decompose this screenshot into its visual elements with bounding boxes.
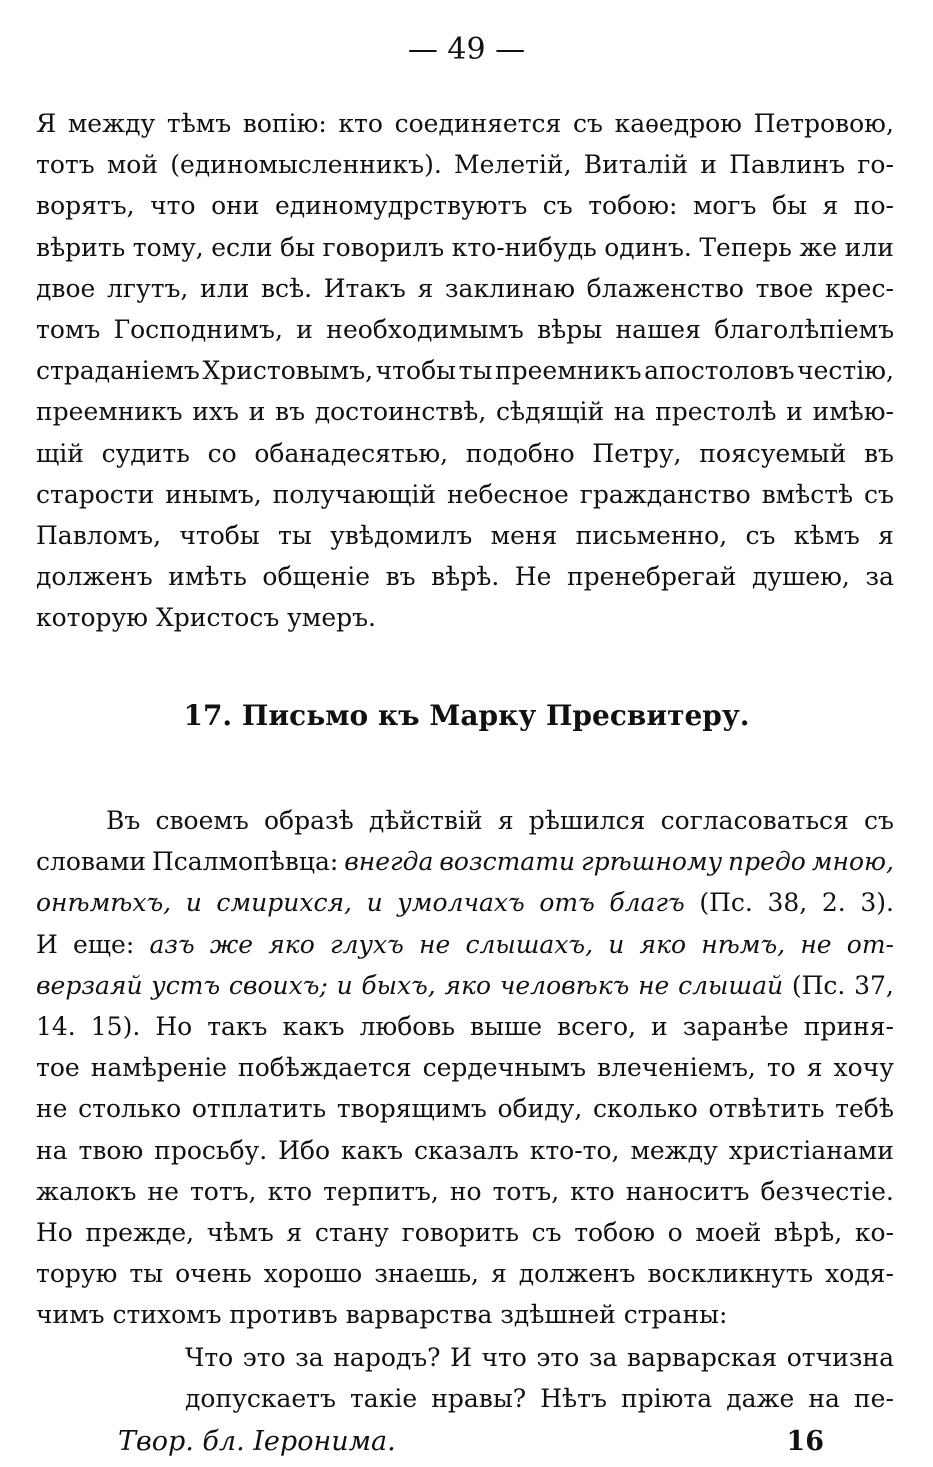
word: глухъ	[329, 929, 404, 959]
word: имѣть	[168, 562, 247, 592]
word: сколько	[592, 1094, 698, 1124]
word: вѣрѣ.	[431, 562, 500, 592]
word: и	[786, 397, 803, 427]
word: между	[630, 1135, 718, 1165]
section-heading: 17. Письмо къ Марку Пресвитеру.	[183, 699, 750, 732]
word: даже	[726, 1384, 795, 1414]
word: Павлинъ	[729, 150, 846, 180]
word: инымъ,	[165, 479, 262, 509]
word: Ибо	[278, 1135, 331, 1165]
text-line	[36, 474, 894, 515]
word: между	[67, 109, 156, 138]
word: говорилъ	[322, 232, 445, 262]
word: же	[209, 929, 254, 959]
text-line	[36, 1006, 894, 1047]
word: мною,	[811, 847, 894, 877]
word: страданіемъ	[36, 356, 200, 386]
word: еще:	[73, 929, 135, 959]
text-line	[36, 268, 894, 309]
word: долженъ	[518, 1259, 636, 1289]
verse-quote	[185, 1337, 894, 1419]
word: предо	[728, 847, 806, 877]
word: Петровою,	[753, 109, 894, 138]
word: яко	[444, 970, 492, 1000]
word: (Пс.	[699, 888, 753, 918]
word: Я	[36, 109, 57, 138]
word: азъ	[149, 929, 195, 959]
word: заклинаю	[444, 273, 575, 303]
word: я	[806, 1053, 823, 1083]
word: съ	[531, 1217, 562, 1247]
word: нашея	[615, 314, 701, 344]
word: 14.	[36, 1011, 76, 1041]
word: яко	[639, 929, 687, 959]
word: я	[878, 520, 894, 550]
word: вѣры	[537, 314, 603, 344]
text-line	[36, 185, 894, 226]
word: образѣ	[263, 806, 354, 835]
word: кто-нибудь	[451, 232, 597, 262]
word: блаженство	[586, 273, 744, 303]
word: и	[248, 397, 266, 427]
word: грѣшному	[580, 847, 723, 877]
word: я	[497, 806, 514, 835]
word: торую	[36, 1259, 118, 1289]
word: ты	[278, 520, 312, 550]
word: но	[449, 1176, 482, 1206]
word: любовь	[359, 1011, 455, 1041]
text-line	[36, 1130, 894, 1171]
signature-mark: 16	[786, 1426, 824, 1457]
word: допускаетъ	[185, 1384, 336, 1414]
word: тобою	[574, 1217, 655, 1247]
word: Псалмопѣвца:	[151, 847, 339, 877]
word: каѳедрою	[614, 109, 742, 138]
word: или	[844, 232, 894, 262]
word: нравы?	[431, 1384, 527, 1414]
word: и	[366, 888, 383, 918]
word: 37,	[854, 970, 894, 1000]
word: твое	[755, 273, 814, 303]
text-line	[36, 309, 894, 350]
word: гражданство	[579, 479, 751, 509]
word: преемникъ	[36, 397, 183, 427]
word: вѣрить	[36, 232, 126, 262]
text-line	[36, 227, 894, 268]
word: вѣрѣ,	[773, 1217, 843, 1247]
word: Господнимъ,	[113, 314, 283, 344]
word: кто-то,	[529, 1135, 620, 1165]
word: въ	[863, 438, 894, 468]
text-line	[36, 103, 894, 144]
word: могъ	[692, 191, 757, 221]
word: старости	[36, 479, 155, 509]
word: 3).	[860, 888, 894, 918]
word: благолѣпіемъ	[714, 314, 894, 344]
word: общеніе	[262, 562, 371, 592]
word: Петру,	[592, 438, 682, 468]
word: тотъ,	[189, 1176, 257, 1206]
word: побѣждается	[238, 1053, 412, 1083]
word: съ	[542, 191, 573, 221]
word: Виталій	[583, 150, 689, 180]
word: въ	[275, 397, 305, 427]
text-line: чимъ стихомъ противъ варварства здѣшней страны:	[36, 1300, 728, 1330]
word: человѣкъ	[499, 970, 630, 1000]
word: своемъ	[155, 806, 249, 835]
text-line	[36, 1171, 894, 1212]
word: ходя-	[825, 1259, 894, 1289]
word: пріюта	[620, 1384, 713, 1414]
word: то	[766, 1053, 796, 1083]
word: какъ	[282, 1011, 345, 1041]
word: христіанами	[728, 1135, 894, 1165]
word: что	[150, 191, 196, 221]
word: на	[36, 1135, 68, 1165]
word: не	[800, 929, 832, 959]
word: варварская	[626, 1343, 778, 1372]
word: тебѣ	[835, 1094, 894, 1124]
word: и	[700, 150, 717, 180]
word: пренебрегай	[566, 562, 737, 592]
text-line	[36, 556, 894, 597]
word: го-	[857, 150, 894, 180]
word: быхъ,	[361, 970, 436, 1000]
text-line	[36, 1253, 894, 1294]
word: сказалъ	[413, 1135, 519, 1165]
word: ты	[129, 1259, 164, 1289]
word: они	[211, 191, 260, 221]
text-line	[36, 1047, 894, 1088]
word: преемникъ	[494, 356, 642, 386]
word: пе-	[854, 1384, 894, 1414]
word: двое	[36, 273, 96, 303]
word: такъ	[207, 1011, 268, 1041]
word: соединяется	[394, 109, 562, 138]
text-line	[36, 841, 894, 882]
word: Что	[185, 1343, 234, 1372]
word: яко	[268, 929, 315, 959]
word: не	[419, 929, 451, 959]
word: апостоловъ	[644, 356, 795, 386]
word: Христовымъ,	[202, 356, 374, 386]
word: за	[865, 562, 894, 592]
word: чѣмъ	[206, 1217, 274, 1247]
paragraph-1	[36, 103, 894, 638]
text-line: которую Христосъ умеръ.	[36, 603, 376, 633]
word: 2.	[821, 888, 846, 918]
word: обиду,	[497, 1094, 583, 1124]
word: терпитъ,	[323, 1176, 439, 1206]
verse-line	[185, 1378, 894, 1419]
word: словами	[36, 847, 147, 877]
word: обанадесятью,	[254, 438, 449, 468]
word: необходимымъ	[326, 314, 524, 344]
word: тому,	[132, 232, 204, 262]
word: лгутъ,	[107, 273, 189, 303]
page-number: — 49 —	[407, 32, 526, 67]
word: въ	[385, 562, 416, 592]
word: чтобы	[375, 356, 457, 386]
word: не	[638, 970, 670, 1000]
word: небесное	[447, 479, 569, 509]
word: от-	[846, 929, 894, 959]
word: не	[36, 1094, 68, 1124]
word: это	[536, 1343, 580, 1372]
word: мой	[106, 150, 159, 180]
word: и	[336, 970, 353, 1000]
word: о	[667, 1217, 683, 1247]
word: ты	[458, 356, 493, 386]
word: я	[417, 273, 434, 303]
word: душею,	[751, 562, 850, 592]
word: тотъ	[36, 150, 95, 180]
word: и	[185, 888, 202, 918]
word: Но	[36, 1217, 73, 1247]
word: благъ	[609, 888, 685, 918]
word: тобою:	[588, 191, 678, 221]
word: очень	[175, 1259, 252, 1289]
word: имѣю-	[812, 397, 894, 427]
word: единомудрствуютъ	[275, 191, 528, 221]
word: на	[613, 397, 646, 427]
word: съ	[864, 806, 894, 835]
word: тотъ,	[492, 1176, 560, 1206]
word: сердечнымъ	[422, 1053, 587, 1083]
word: дѣйствій	[368, 806, 483, 835]
word: бы	[280, 232, 315, 262]
word: стану	[314, 1217, 389, 1247]
word: ко-	[854, 1217, 894, 1247]
word: я	[491, 1259, 507, 1289]
word: согласоваться	[660, 806, 849, 835]
word: И	[450, 1343, 472, 1372]
word: наноситъ	[625, 1176, 750, 1206]
word: просьбу.	[154, 1135, 268, 1165]
word: кто	[570, 1176, 615, 1206]
word: престолѣ	[655, 397, 777, 427]
word: устъ	[151, 970, 221, 1000]
word: одинъ.	[604, 232, 692, 262]
word: отъ	[539, 888, 595, 918]
word: влеченіемъ,	[597, 1053, 756, 1083]
word: столько	[78, 1094, 182, 1124]
word: томъ	[36, 314, 101, 344]
word: я	[822, 191, 839, 221]
word: смирихся,	[216, 888, 352, 918]
word: по-	[853, 191, 894, 221]
text-line	[36, 1088, 894, 1129]
word: своихъ;	[228, 970, 328, 1000]
word: творящимъ	[336, 1094, 487, 1124]
word: честію,	[797, 356, 894, 386]
word: и	[608, 929, 625, 959]
text-line	[36, 391, 894, 432]
footer-book-title: Твор. бл. Іеронима.	[118, 1426, 396, 1457]
word: крес-	[825, 273, 894, 303]
text-line	[36, 350, 894, 391]
word: отчизна	[786, 1343, 894, 1372]
word: (Пс.	[791, 970, 846, 1000]
word: это	[242, 1343, 286, 1372]
word: прежде,	[85, 1217, 195, 1247]
word: и	[296, 314, 313, 344]
word: всего,	[557, 1011, 637, 1041]
word: слышахъ,	[465, 929, 594, 959]
word: хочу	[833, 1053, 894, 1083]
word: сѣдящій	[496, 397, 605, 427]
word: съ	[864, 479, 894, 509]
word: вопію:	[242, 109, 327, 138]
word: народъ?	[333, 1343, 441, 1372]
word: возстати	[439, 847, 576, 877]
word: Но	[155, 1011, 193, 1041]
word: безчестіе.	[760, 1176, 894, 1206]
word: Итакъ	[323, 273, 406, 303]
text-line	[36, 144, 894, 185]
word: же	[799, 232, 838, 262]
page-footer	[118, 1422, 824, 1462]
word: если	[211, 232, 273, 262]
word: ихъ	[192, 397, 239, 427]
word: рѣшился	[528, 806, 646, 835]
word: умолчахъ	[397, 888, 525, 918]
word: нѣмъ,	[701, 929, 786, 959]
word: намѣреніе	[90, 1053, 228, 1083]
word: приня-	[803, 1011, 894, 1041]
word: кѣмъ	[793, 520, 860, 550]
word: всѣ.	[260, 273, 313, 303]
verse-line	[185, 1337, 894, 1378]
word: щій	[36, 438, 84, 468]
word: такіе	[349, 1384, 418, 1414]
word: воскликнуть	[647, 1259, 814, 1289]
text-line	[36, 433, 894, 474]
word: отвѣтить	[708, 1094, 825, 1124]
word: Въ	[106, 806, 141, 835]
word: достоинствѣ,	[314, 397, 487, 427]
word: заранѣе	[682, 1011, 789, 1041]
word: хорошо	[263, 1259, 363, 1289]
word: 15).	[90, 1011, 141, 1041]
word: что	[481, 1343, 527, 1372]
word: И	[36, 929, 58, 959]
text-line	[36, 965, 894, 1006]
word: за	[588, 1343, 618, 1372]
text-line	[36, 1212, 894, 1253]
word: какъ	[340, 1135, 404, 1165]
word: ворятъ,	[36, 191, 135, 221]
word: я	[286, 1217, 303, 1247]
word: на	[808, 1384, 840, 1414]
word: кто	[338, 109, 383, 138]
word: верзаяй	[36, 970, 143, 1000]
word: за	[295, 1343, 324, 1372]
word: тое	[36, 1053, 80, 1083]
word: (единомысленникъ).	[170, 150, 442, 180]
word: выше	[470, 1011, 543, 1041]
word: знаешь,	[374, 1259, 480, 1289]
word: увѣдомилъ	[330, 520, 473, 550]
word: меня	[490, 520, 558, 550]
word: отплатить	[191, 1094, 327, 1124]
word: вмѣстѣ	[761, 479, 854, 509]
word: или	[200, 273, 250, 303]
word: долженъ	[36, 562, 153, 592]
word: получающій	[272, 479, 437, 509]
word: чтобы	[179, 520, 260, 550]
word: внегда	[344, 847, 434, 877]
paragraph-2	[36, 800, 894, 1335]
word: Не	[514, 562, 552, 592]
word: Нѣтъ	[540, 1384, 607, 1414]
word: съ	[745, 520, 776, 550]
word: Теперь	[699, 232, 792, 262]
text-line	[36, 515, 894, 556]
word: съ	[573, 109, 603, 138]
word: тѣмъ	[166, 109, 232, 138]
word: и	[651, 1011, 668, 1041]
word: поясуемый	[699, 438, 847, 468]
word: моей	[695, 1217, 762, 1247]
word: онѣмѣхъ,	[36, 888, 172, 918]
word: 38,	[767, 888, 808, 918]
word: судить	[101, 438, 190, 468]
text-line	[36, 800, 894, 841]
word: Мелетій,	[454, 150, 572, 180]
word: говорить	[401, 1217, 519, 1247]
word: со	[207, 438, 237, 468]
word: жалокъ	[36, 1176, 137, 1206]
word: Павломъ,	[36, 520, 162, 550]
word: слышай	[678, 970, 784, 1000]
text-line	[36, 924, 894, 965]
word: твою	[78, 1135, 144, 1165]
word: кто	[267, 1176, 313, 1206]
word: письменно,	[575, 520, 728, 550]
word: не	[147, 1176, 179, 1206]
word: бы	[771, 191, 807, 221]
word: подобно	[465, 438, 575, 468]
text-line	[36, 882, 894, 923]
